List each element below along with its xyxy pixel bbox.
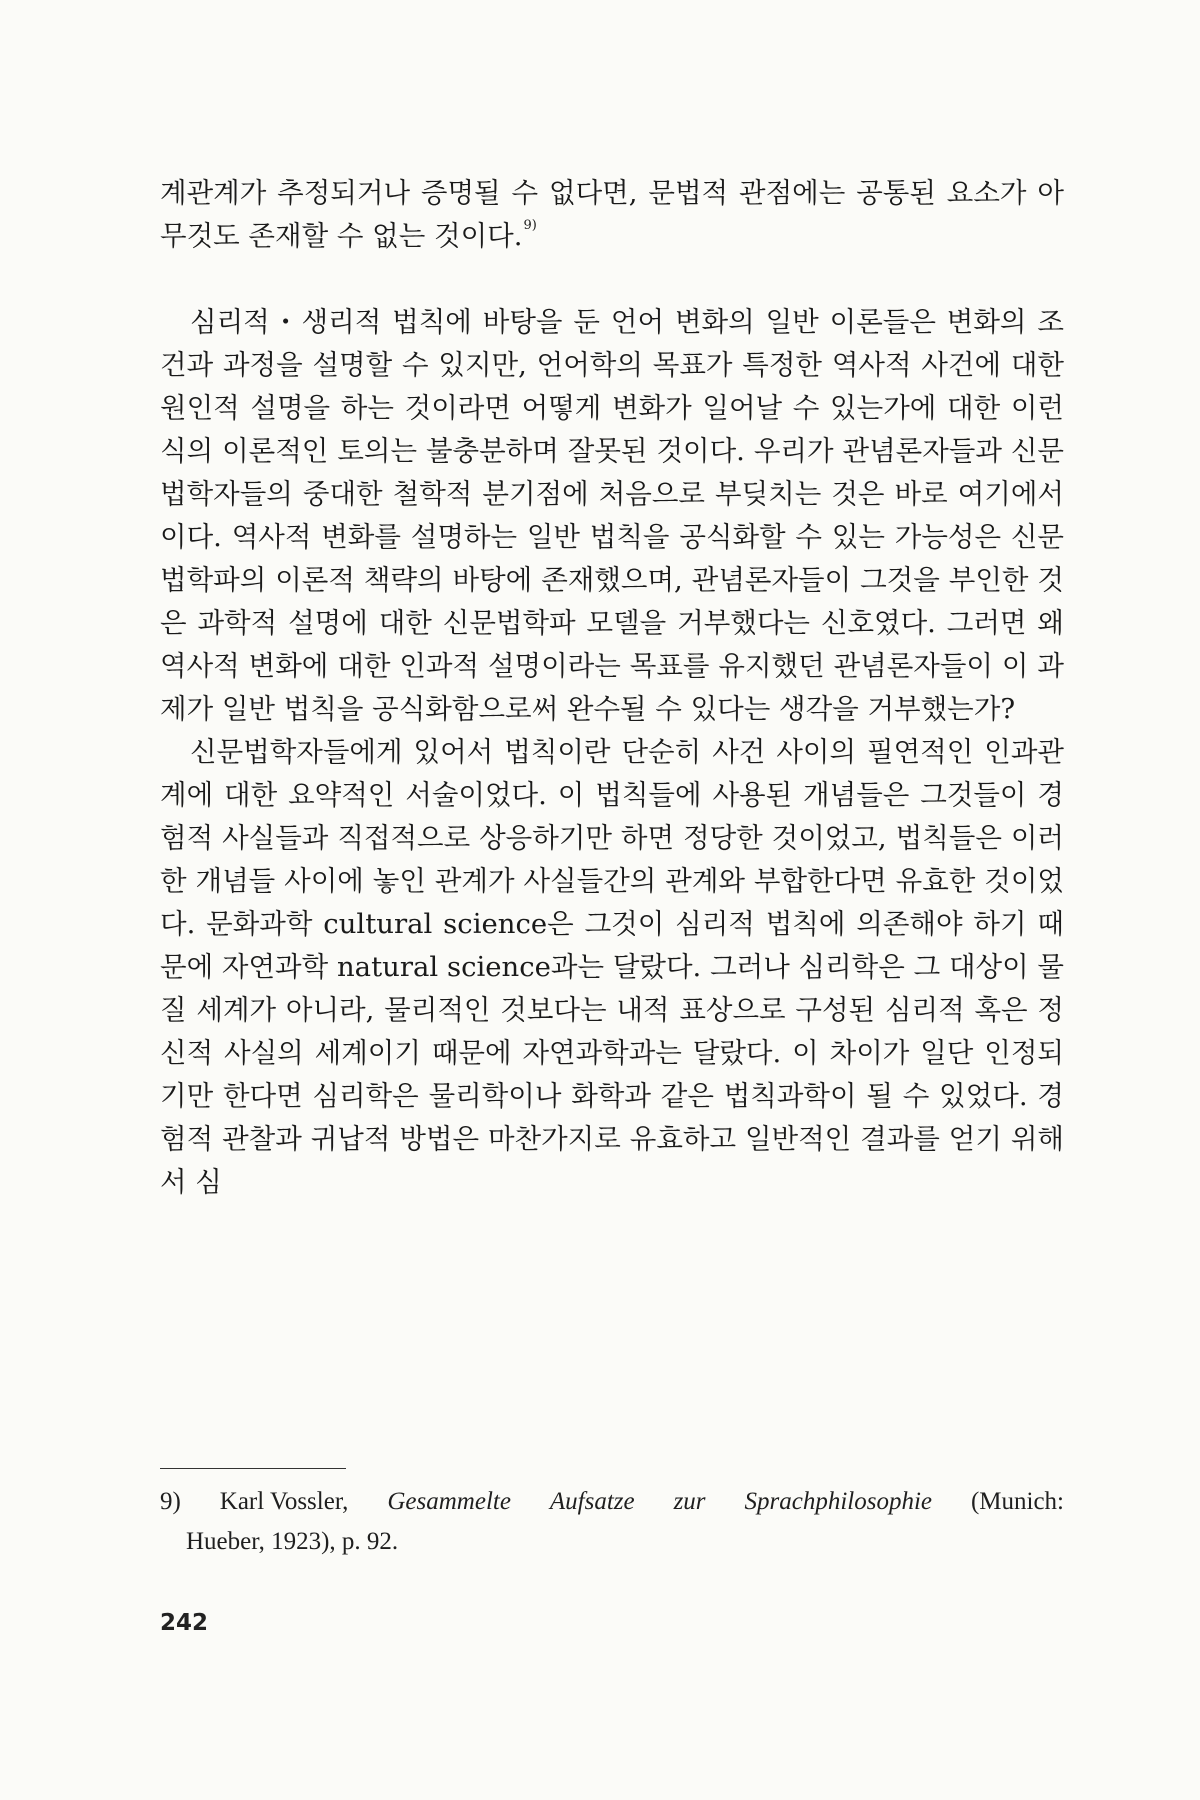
body-text (160, 172, 1064, 1204)
footnote-title-word: zur (673, 1488, 706, 1515)
footnote-title-word: Sprachphilosophie (744, 1488, 932, 1515)
footnote-publisher: (Munich: (970, 1488, 1064, 1515)
footnote-publisher-line: Hueber, 1923), p. 92. (186, 1528, 399, 1555)
footnote-author: Karl Vossler, (219, 1488, 349, 1515)
footnote-title-word: Gesammelte (387, 1488, 511, 1515)
paragraph: 신문법학자들에게 있어서 법칙이란 단순히 사건 사이의 필연적인 인과관계에 대한 요약적인 서술이었다. 이 법칙들에 사용된 개념들은 그것들이 경험적 사실들과 직접적으로 상응하기만 하면 정당한 것이었고, 법칙들은 이러한 개념들 사이에 놓인 관계가 사실들간의 관계와 부합한다면 유효한 것이었다. 문화과학 cultural science은 그것이 심리적 법칙에 의존해야 하기 때문에 자연과학 natural science과는 달랐다. 그러나 심리학은 그 대상이 물질 세계가 아니라, 물리적인 것보다는 내적 표상으로 구성된 심리적 혹은 정신적 사실의 세계이기 때문에 자연과학과는 달랐다. 이 차이가 일단 인정되기만 한다면 심리학은 물리학이나 화학과 같은 법칙과학이 될 수 있었다. 경험적 관찰과 귀납적 방법은 마찬가지로 유효하고 일반적인 결과를 얻기 위해서 심 (160, 736, 1064, 1198)
footnote-divider (160, 1468, 346, 1469)
paragraph-gap (160, 258, 1064, 301)
footnote-number: 9) (160, 1488, 181, 1515)
footnote-title-word: Aufsatze (549, 1488, 635, 1515)
footnote-reference[interactable]: 9) (523, 218, 537, 233)
paragraph-text: 계관계가 추정되거나 증명될 수 없다면, 문법적 관점에는 공통된 요소가 아무것도 존재할 수 없는 것이다. (160, 177, 1064, 252)
footnote (160, 1482, 1064, 1562)
paragraph: 심리적・생리적 법칙에 바탕을 둔 언어 변화의 일반 이론들은 변화의 조건과 과정을 설명할 수 있지만, 언어학의 목표가 특정한 역사적 사건에 대한 원인적 설명을 하는 것이라면 어떻게 변화가 일어날 수 있는가에 대한 이런 식의 이론적인 토의는 불충분하며 잘못된 것이다. 우리가 관념론자들과 신문법학자들의 중대한 철학적 분기점에 처음으로 부딪치는 것은 바로 여기에서이다. 역사적 변화를 설명하는 일반 법칙을 공식화할 수 있는 가능성은 신문법학파의 이론적 책략의 바탕에 존재했으며, 관념론자들이 그것을 부인한 것은 과학적 설명에 대한 신문법학파 모델을 거부했다는 신호였다. 그러면 왜 역사적 변화에 대한 인과적 설명이라는 목표를 유지했던 관념론자들이 이 과제가 일반 법칙을 공식화함으로써 완수될 수 있다는 생각을 거부했는가? (160, 306, 1064, 725)
footnote-line (160, 1482, 1064, 1522)
paragraph-continuation (160, 172, 1064, 258)
page-number: 242 (160, 1610, 209, 1636)
